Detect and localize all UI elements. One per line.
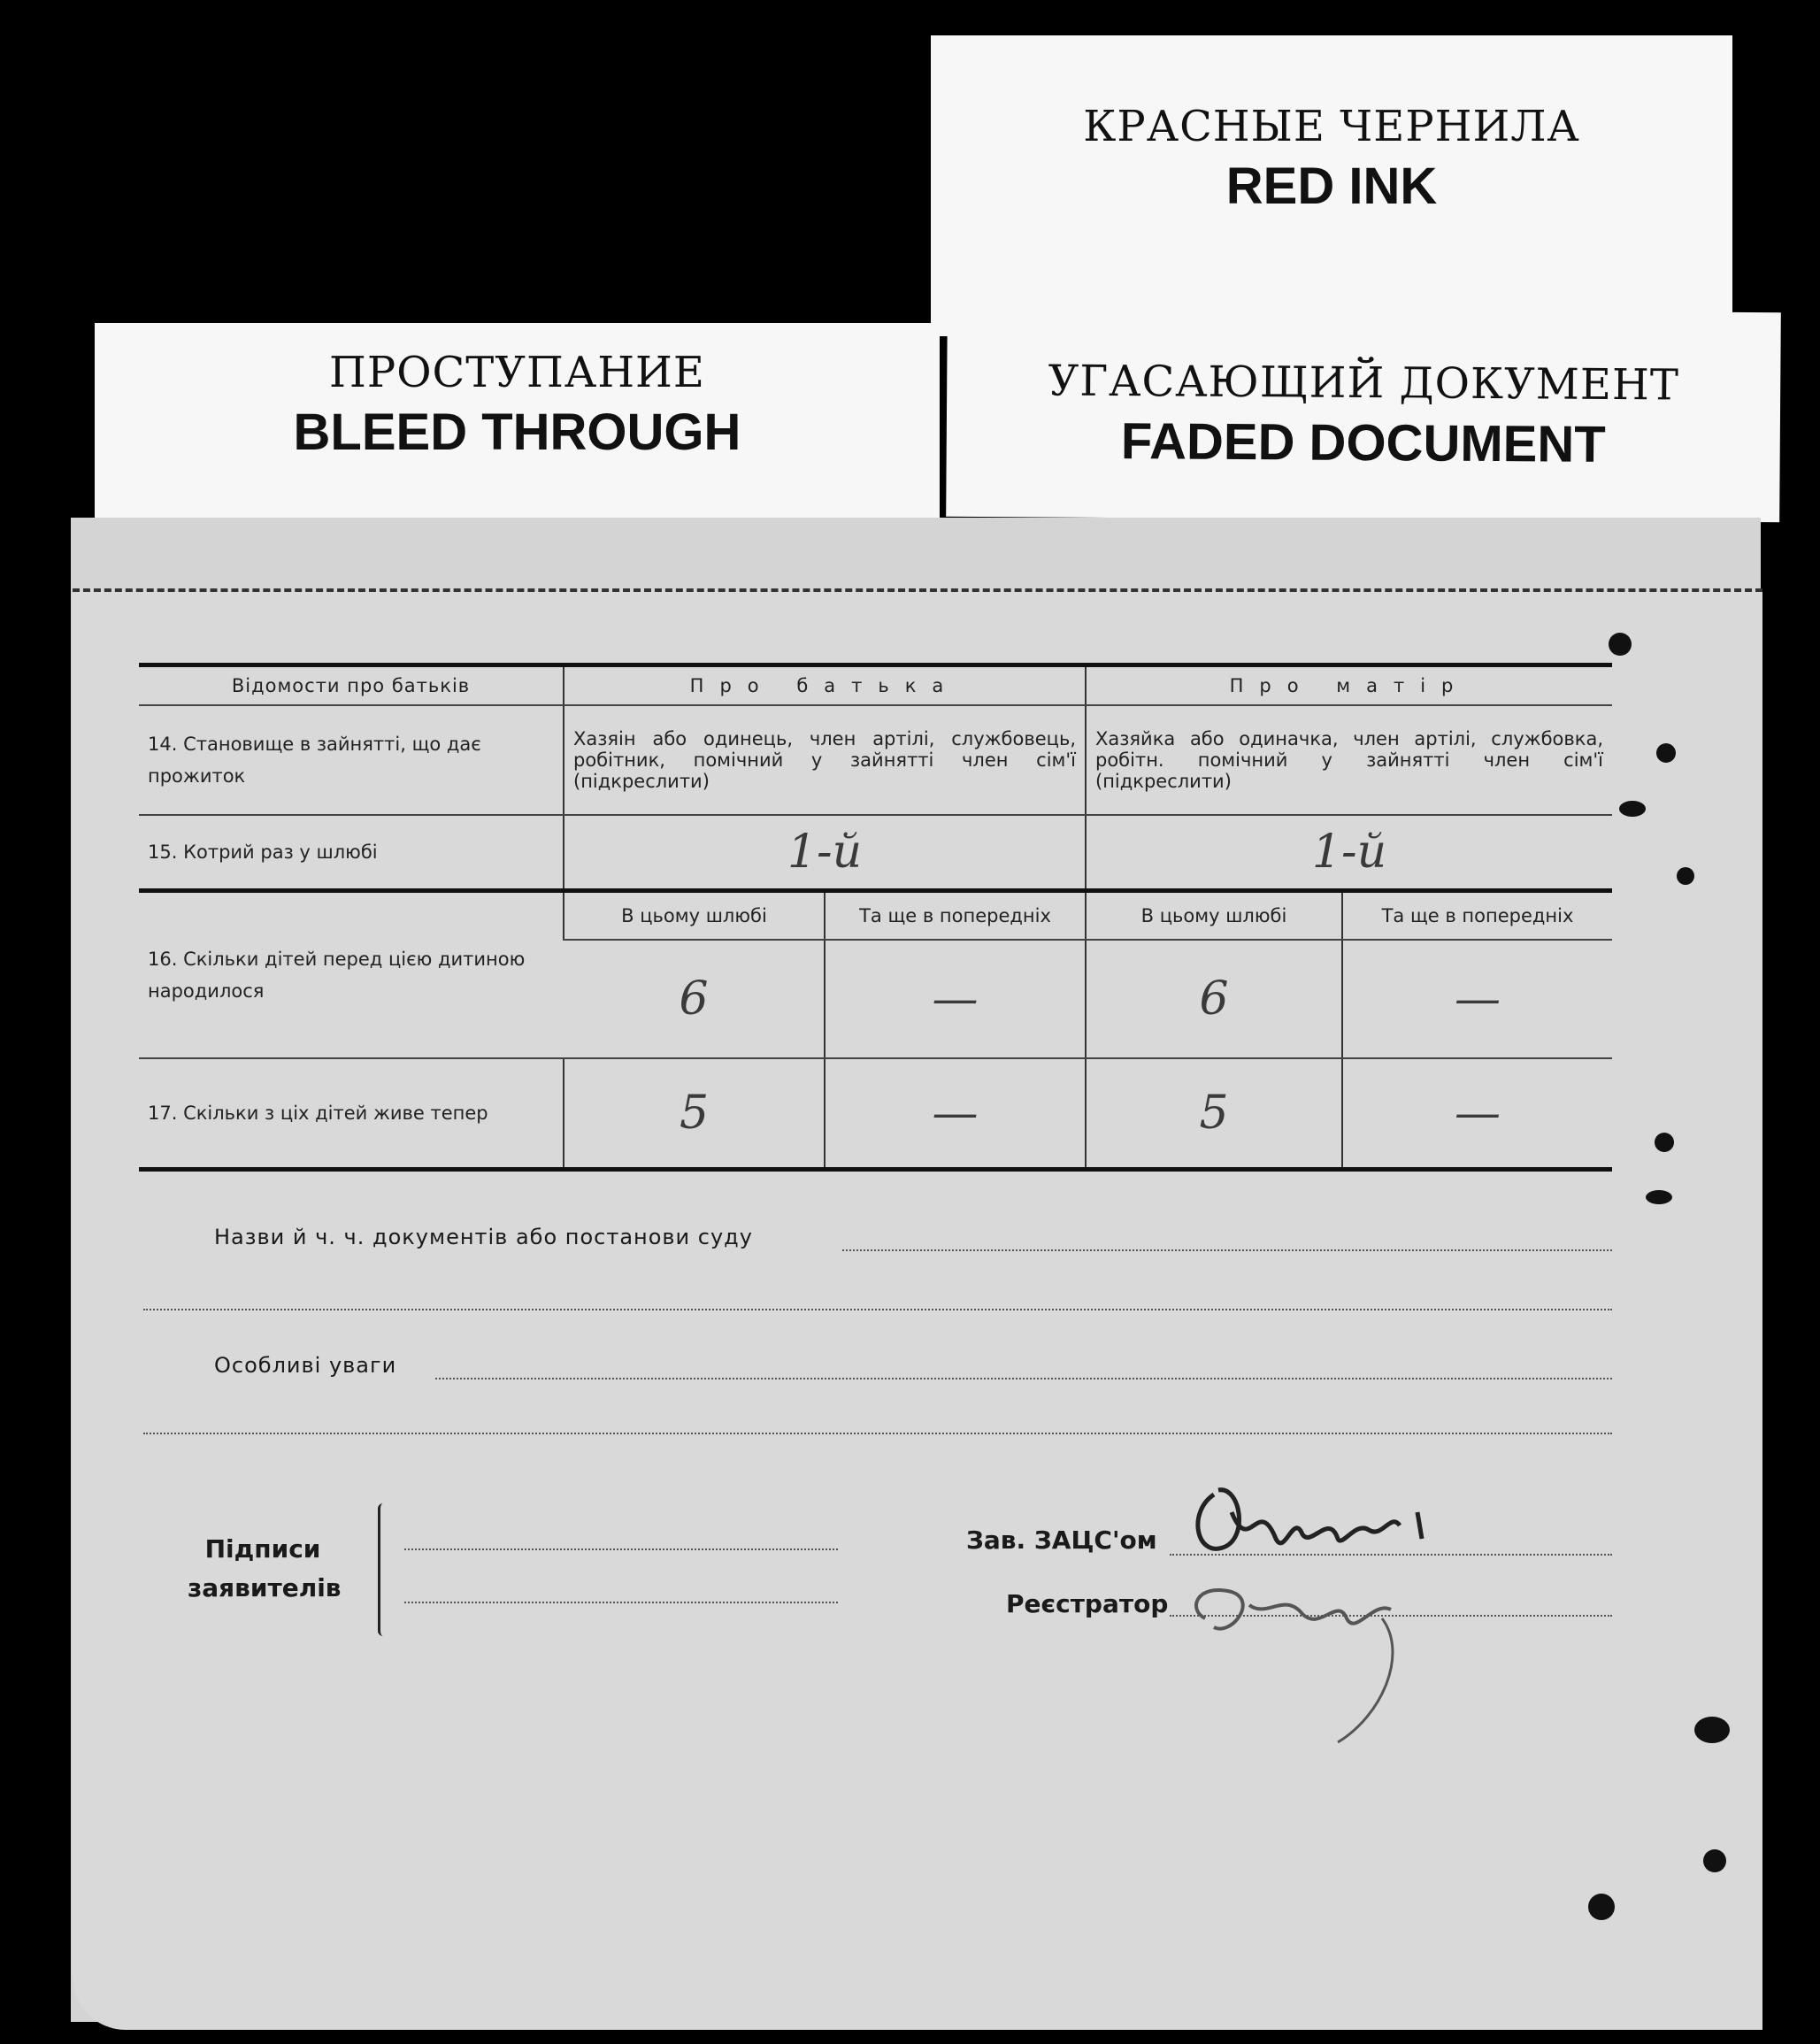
punch-hole (1694, 1717, 1730, 1743)
question-16: 16. Скільки дітей перед цією дитиною народилося (139, 891, 564, 1059)
registrar-label: Реєстратор (1006, 1589, 1169, 1618)
documents-dotted-line-2 (143, 1309, 1612, 1310)
table-row-14 (139, 705, 1612, 815)
red-ink-label-en: RED INK (1225, 158, 1438, 215)
father-previous-header: Та ще в попередніх (825, 891, 1086, 941)
table-row-15 (139, 815, 1612, 891)
mother-marriage-number: 1-й (1086, 815, 1612, 891)
header-parents-info: Відомости про батьків (139, 665, 564, 706)
punch-hole (1646, 1190, 1672, 1204)
documents-label: Назви й ч. ч. документів або постанови суду (214, 1225, 753, 1249)
father-children-living-this: 5 (564, 1058, 825, 1170)
faded-document-label-en: FADED DOCUMENT (1120, 412, 1606, 473)
faded-document-label-card (946, 307, 1781, 523)
mother-children-born-this: 6 (1086, 940, 1342, 1058)
faded-document-label-ru: УГАСАЮЩИЙ ДОКУМЕНТ (1048, 356, 1680, 411)
bleed-through-label-ru: ПРОСТУПАНИЕ (329, 348, 705, 397)
red-ink-label-card (931, 35, 1732, 336)
applicants-signatures-label (188, 1530, 342, 1608)
punch-hole (1677, 867, 1694, 885)
applicant-signature-line-2 (404, 1602, 838, 1603)
document-content (73, 592, 1762, 2030)
applicant-signature-line-1 (404, 1548, 838, 1550)
punch-hole (1588, 1894, 1615, 1920)
mother-children-living-prev: — (1342, 1058, 1612, 1170)
father-children-born-prev: — (825, 940, 1086, 1058)
question-15: 15. Котрий раз у шлюбі (139, 815, 564, 891)
remarks-dotted-line (435, 1378, 1612, 1379)
handwritten-signature (1179, 1459, 1515, 1751)
parents-info-table (139, 663, 1612, 1172)
mother-children-born-prev: — (1342, 940, 1612, 1058)
applicants-label-line2: заявителів (188, 1573, 342, 1602)
father-children-living-prev: — (825, 1058, 1086, 1170)
remarks-label: Особливі уваги (214, 1353, 397, 1378)
punch-hole (1655, 1133, 1674, 1152)
father-this-marriage-header: В цьому шлюбі (564, 891, 825, 941)
bleed-through-label-card (95, 323, 940, 519)
father-occupation-options: Хазяін або одинець, член артілі, службовець, робітник, помічний у зайнятті член сім'ї (підкреслити) (564, 705, 1086, 815)
father-children-born-this: 6 (564, 940, 825, 1058)
red-ink-label-ru: КРАСНЫЕ ЧЕРНИЛА (1083, 102, 1580, 151)
question-14: 14. Становище в зайнятті, що дає прожиток (139, 705, 564, 815)
header-father: Про батька (564, 665, 1086, 706)
mother-occupation-options: Хазяйка або одиначка, член артілі, службовка, робітн. помічний у зайнятті член сім'ї (підкреслити) (1086, 705, 1612, 815)
mother-previous-header: Та ще в попередніх (1342, 891, 1612, 941)
punch-hole (1609, 633, 1632, 656)
table-row-17 (139, 1058, 1612, 1170)
mother-children-living-this: 5 (1086, 1058, 1342, 1170)
punch-hole (1703, 1849, 1726, 1872)
header-mother: Про матір (1086, 665, 1612, 706)
applicants-brace (378, 1503, 391, 1636)
head-registry-label: Зав. ЗАЦС'ом (966, 1525, 1157, 1555)
remarks-dotted-line-2 (143, 1433, 1612, 1434)
bleed-through-label-en: BLEED THROUGH (293, 403, 741, 461)
table-subheader-row (139, 891, 1612, 941)
documents-dotted-line (842, 1249, 1612, 1251)
question-17: 17. Скільки з ціх дітей живе тепер (139, 1058, 564, 1170)
applicants-label-line1: Підписи (204, 1534, 321, 1564)
punch-hole (1619, 801, 1646, 817)
document-sheet (73, 588, 1762, 2030)
punch-hole (1656, 743, 1676, 763)
mother-this-marriage-header: В цьому шлюбі (1086, 891, 1342, 941)
table-header-row (139, 665, 1612, 706)
father-marriage-number: 1-й (564, 815, 1086, 891)
